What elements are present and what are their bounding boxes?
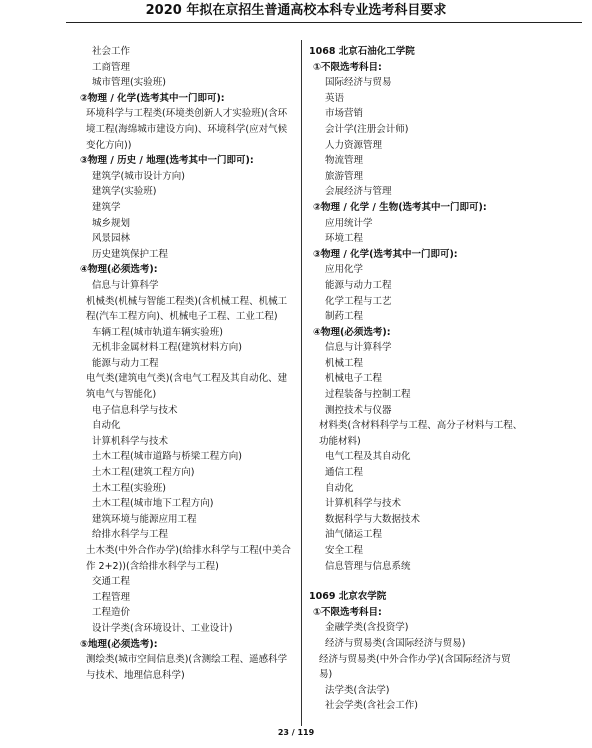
column-divider: [301, 40, 302, 726]
major-item: 机械类(机械与智能工程类)(含机械工程、机械工程(汽车工程方向)、机械电子工程、工业工程): [86, 295, 288, 323]
major-item: 建筑学(实验班): [92, 186, 157, 198]
major-item: 城乡规划: [92, 217, 131, 229]
major-item: 土木工程(城市地下工程方向): [92, 498, 214, 510]
major-item: 人力资源管理: [325, 139, 383, 151]
major-item: 电气类(建筑电气类)(含电气工程及其自动化、建筑电气与智能化): [86, 373, 288, 401]
major-item: 给排水科学与工程: [92, 529, 169, 541]
major-item: 自动化: [325, 482, 354, 494]
major-item: 交通工程: [92, 576, 131, 588]
major-item: 经济与贸易类(含国际经济与贸易): [325, 637, 466, 649]
major-item: 自动化: [92, 420, 121, 432]
major-item: 应用化学: [325, 264, 364, 276]
major-item: 无机非金属材料工程(建筑材料方向): [92, 342, 242, 354]
major-item: 数据科学与大数据技术: [325, 513, 421, 525]
page-number: 23 / 119: [277, 728, 315, 737]
major-item: 土木工程(城市道路与桥梁工程方向): [92, 451, 242, 463]
major-item: 能源与动力工程: [325, 279, 392, 291]
subject-requirement-heading: ①不限选考科目:: [313, 606, 382, 618]
major-item: 安全工程: [325, 545, 364, 556]
school-heading: 1068 北京石油化工学院: [309, 46, 415, 57]
major-item: 测绘类(城市空间信息类)(含测绘工程、遥感科学与技术、地理信息科学): [86, 654, 288, 681]
major-item: 市场营销: [325, 108, 364, 120]
major-item: 设计学类(含环境设计、工业设计): [92, 622, 233, 634]
major-item: 工商管理: [92, 61, 131, 73]
subject-requirement-heading: ④物理(必须选考):: [313, 326, 391, 338]
major-item: 历史建筑保护工程: [92, 248, 169, 260]
major-item: 信息管理与信息系统: [325, 560, 411, 572]
major-item: 环境科学与工程类(环境类创新人才实验班)(含环境工程(海绵城市建设方向)、环境科学(应对气候变化方向)): [86, 108, 288, 151]
subject-requirement-heading: ④物理(必须选考):: [80, 264, 158, 276]
major-item: 电气工程及其自动化: [325, 451, 411, 463]
major-item: 物流管理: [325, 155, 364, 167]
major-item: 车辆工程(城市轨道车辆实验班): [92, 326, 223, 338]
major-item: 测控技术与仪器: [325, 404, 392, 416]
major-item: 法学类(含法学): [325, 684, 390, 696]
subject-requirement-heading: ②物理 / 化学(选考其中一门即可):: [80, 92, 225, 104]
major-item: 计算机科学与技术: [92, 435, 169, 447]
major-item: 应用统计学: [325, 217, 373, 229]
major-item: 环境工程: [325, 233, 364, 245]
left-column: [76, 44, 294, 683]
school-heading: 1069 北京农学院: [309, 591, 387, 603]
major-item: 会计学(注册会计师): [325, 123, 409, 135]
major-item: 旅游管理: [325, 170, 364, 182]
subject-requirement-heading: ③物理 / 历史 / 地理(选考其中一门即可):: [80, 155, 254, 167]
major-item: 工程管理: [92, 591, 131, 603]
major-item: 油气储运工程: [325, 529, 383, 541]
major-item: 建筑学: [92, 201, 121, 213]
major-item: 建筑学(城市设计方向): [92, 170, 185, 182]
major-item: 社会学类(含社会工作): [325, 700, 418, 712]
major-item: 风景园林: [92, 233, 131, 245]
major-item: 经济与贸易类(中外合作办学)(含国际经济与贸易): [319, 653, 511, 681]
major-item: 土木工程(建筑工程方向): [92, 467, 195, 479]
major-item: 能源与动力工程: [92, 357, 159, 369]
major-item: 信息与计算科学: [92, 279, 159, 291]
major-item: 化学工程与工艺: [325, 295, 392, 307]
major-item: 建筑环境与能源应用工程: [92, 513, 197, 525]
major-item: 工程造价: [92, 607, 131, 619]
major-item: 过程装备与控制工程: [325, 389, 411, 401]
major-item: 电子信息科学与技术: [92, 404, 178, 416]
major-item: 材料类(含材料科学与工程、高分子材料与工程、功能材料): [319, 420, 523, 447]
major-item: 机械电子工程: [325, 373, 383, 385]
major-item: 土木类(中外合作办学)(给排水科学与工程(中美合作 2+2))(含给排水科学与工程): [86, 545, 291, 572]
major-item: 制药工程: [325, 311, 364, 323]
major-item: 通信工程: [325, 467, 364, 479]
major-item: 计算机科学与技术: [325, 498, 402, 510]
major-item: 国际经济与贸易: [325, 77, 392, 89]
major-item: 金融学类(含投资学): [325, 622, 409, 634]
right-column: [309, 44, 523, 714]
major-item: 信息与计算科学: [325, 342, 392, 354]
subject-requirement-heading: ①不限选考科目:: [313, 61, 382, 73]
major-item: 城市管理(实验班): [92, 77, 166, 89]
major-item: 社会工作: [92, 46, 131, 57]
title-rule: [66, 22, 582, 23]
subject-requirement-heading: ③物理 / 化学(选考其中一门即可):: [313, 248, 458, 260]
subject-requirement-heading: ②物理 / 化学 / 生物(选考其中一门即可):: [313, 201, 487, 213]
major-item: 机械工程: [325, 357, 364, 369]
major-item: 会展经济与管理: [325, 186, 392, 198]
page-title: 2020 年拟在京招生普通高校本科专业选考科目要求: [145, 3, 447, 18]
right-spacer: [309, 574, 523, 589]
major-item: 土木工程(实验班): [92, 482, 166, 494]
subject-requirement-heading: ⑤地理(必须选考):: [80, 638, 158, 650]
major-item: 英语: [325, 92, 345, 104]
